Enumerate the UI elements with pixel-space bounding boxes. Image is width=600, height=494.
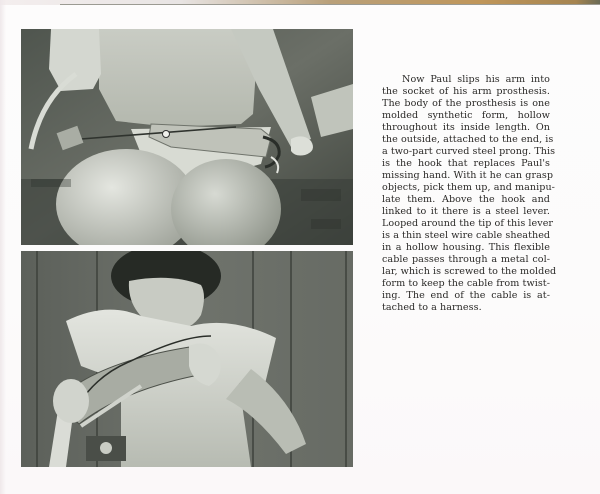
text-line: is a thin steel wire cable sheathed [382, 230, 551, 241]
text-line: throughout its inside length. On [382, 122, 550, 133]
text-line: molded synthetic form, hollow [382, 110, 550, 121]
photo-prosthesis-on-lap [21, 29, 353, 245]
text-line: objects, pick them up, and manipu- [382, 182, 555, 193]
text-line: cable passes through a metal col- [382, 254, 550, 265]
text-line: Now Paul slips his arm into [402, 74, 550, 85]
text-line: a two-part curved steel prong. This [382, 146, 556, 157]
text-line: Looped around the tip of this lever [382, 218, 554, 229]
text-line: the outside, attached to the end, is [382, 134, 554, 145]
page-edge-line [60, 4, 600, 5]
text-line: late them. Above the hook and [382, 194, 550, 205]
text-line: tached to a harness. [382, 302, 482, 313]
text-line: the socket of his arm prosthesis. [382, 86, 550, 97]
photo-bottom-illustration [21, 251, 353, 467]
text-line: form to keep the cable from twist- [382, 278, 550, 289]
body-text [382, 74, 557, 314]
text-line: lar, which is screwed to the molded [382, 266, 557, 277]
text-line: linked to it there is a steel lever. [382, 206, 550, 217]
photo-boy-adjusting-prosthesis [21, 251, 353, 467]
text-line: The body of the prosthesis is one [382, 98, 550, 109]
text-line: ing. The end of the cable is at- [382, 290, 550, 301]
page-binding-shadow [0, 0, 6, 494]
photo-top-illustration [21, 29, 353, 245]
text-line: in a hollow housing. This flexible [382, 242, 550, 253]
text-line: is the hook that replaces Paul's [382, 158, 550, 169]
text-line: missing hand. With it he can grasp [382, 170, 554, 181]
